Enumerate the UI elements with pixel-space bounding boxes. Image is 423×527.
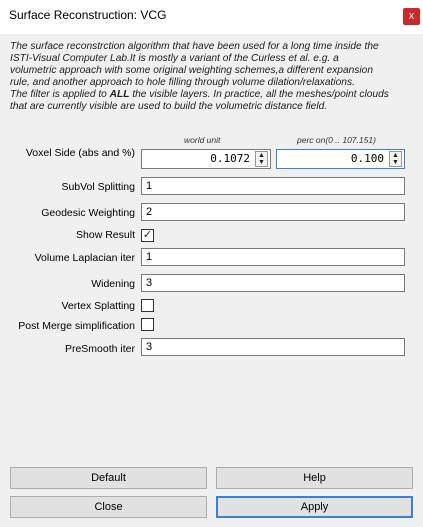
description-line: ISTI-Visual Computer Lab.It is mostly a variant of the Curless et al. e.g. a: [10, 53, 339, 64]
checkmark-icon: ✓: [142, 229, 153, 241]
close-button[interactable]: Close: [10, 496, 207, 518]
widening-label: Widening: [91, 278, 135, 290]
arrow-up-icon[interactable]: ▲: [258, 152, 265, 159]
vertex-splatting-label: Vertex Splatting: [61, 300, 135, 312]
description-line: volumetric approach with some original weighting schemes,a different expansion: [10, 65, 373, 76]
voxel-side-label: Voxel Side (abs and %): [25, 147, 135, 159]
show-result-label: Show Result: [76, 229, 135, 241]
arrow-down-icon[interactable]: ▼: [258, 159, 265, 166]
title-bar: [0, 0, 423, 34]
arrow-up-icon[interactable]: ▲: [392, 152, 399, 159]
presmooth-label: PreSmooth iter: [64, 343, 135, 355]
world-unit-header: world unit: [184, 135, 221, 145]
geodesic-label: Geodesic Weighting: [41, 207, 135, 219]
window-title: Surface Reconstruction: VCG: [9, 8, 167, 22]
presmooth-input[interactable]: 3: [141, 338, 405, 356]
voxel-perc-spinbox[interactable]: [276, 149, 405, 169]
laplacian-label: Volume Laplacian iter: [34, 252, 135, 264]
description-line: The filter is applied to ALL the visible layers. In practice, all the meshes/point clouds: [10, 89, 389, 100]
subvol-label: SubVol Splitting: [61, 181, 135, 193]
laplacian-input[interactable]: 1: [141, 248, 405, 266]
vertex-splatting-checkbox[interactable]: [141, 299, 154, 312]
apply-button[interactable]: Apply: [216, 496, 413, 518]
widening-input[interactable]: 3: [141, 274, 405, 292]
geodesic-input[interactable]: 2: [141, 203, 405, 221]
description-line: The surface reconstrction algorithm that have been used for a long time inside the: [10, 41, 379, 52]
default-button[interactable]: Default: [10, 467, 207, 489]
spin-buttons: [255, 151, 268, 167]
filter-description: [10, 41, 415, 113]
post-merge-label: Post Merge simplification: [18, 320, 135, 332]
post-merge-checkbox[interactable]: [141, 318, 154, 331]
close-icon: x: [408, 10, 415, 22]
perc-header: perc on(0 .. 107.151): [297, 135, 376, 145]
arrow-down-icon[interactable]: ▼: [392, 159, 399, 166]
show-result-checkbox[interactable]: [141, 229, 154, 242]
description-line: rule, and another approach to hole filling through volume dilation/relaxations.: [10, 77, 355, 88]
voxel-abs-value: 0.1072: [210, 152, 250, 165]
description-line: that are currently visible are used to build the volumetric distance field.: [10, 101, 328, 112]
help-button[interactable]: Help: [216, 467, 413, 489]
window-close-button[interactable]: [403, 8, 420, 25]
subvol-input[interactable]: 1: [141, 177, 405, 195]
voxel-abs-spinbox[interactable]: [141, 149, 271, 169]
spin-buttons: [389, 151, 402, 167]
voxel-perc-value: 0.100: [350, 152, 384, 165]
description-emphasis: ALL: [109, 89, 130, 100]
